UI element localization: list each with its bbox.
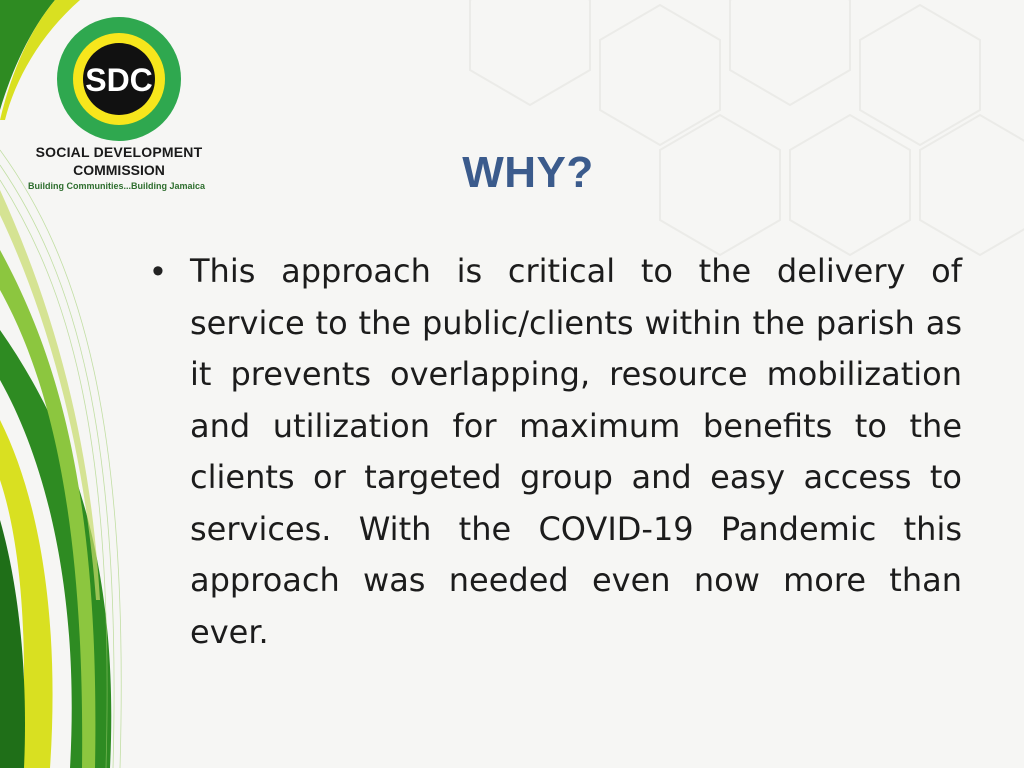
slide-title: WHY?: [462, 148, 594, 197]
bullet-dot-icon: •: [152, 252, 164, 290]
org-tagline: Building Communities...Building Jamaica: [28, 181, 206, 191]
bullet-item: [150, 246, 962, 658]
bullet-text: This approach is critical to the delivery of service to the public/clients within the parish as it prevents overlapping, resource mobilization and utilization for maximum benefits to the clients or targeted group and easy access to services. With the COVID-19 Pandemic this approach was needed even now more than ever.: [190, 252, 962, 651]
sdc-badge-icon: [56, 16, 182, 142]
org-name-line1: SOCIAL DEVELOPMENT: [35, 144, 203, 160]
org-name-line2: COMMISSION: [73, 162, 165, 178]
sdc-badge-text: SDC: [85, 62, 153, 98]
bullet-list: [150, 246, 962, 658]
